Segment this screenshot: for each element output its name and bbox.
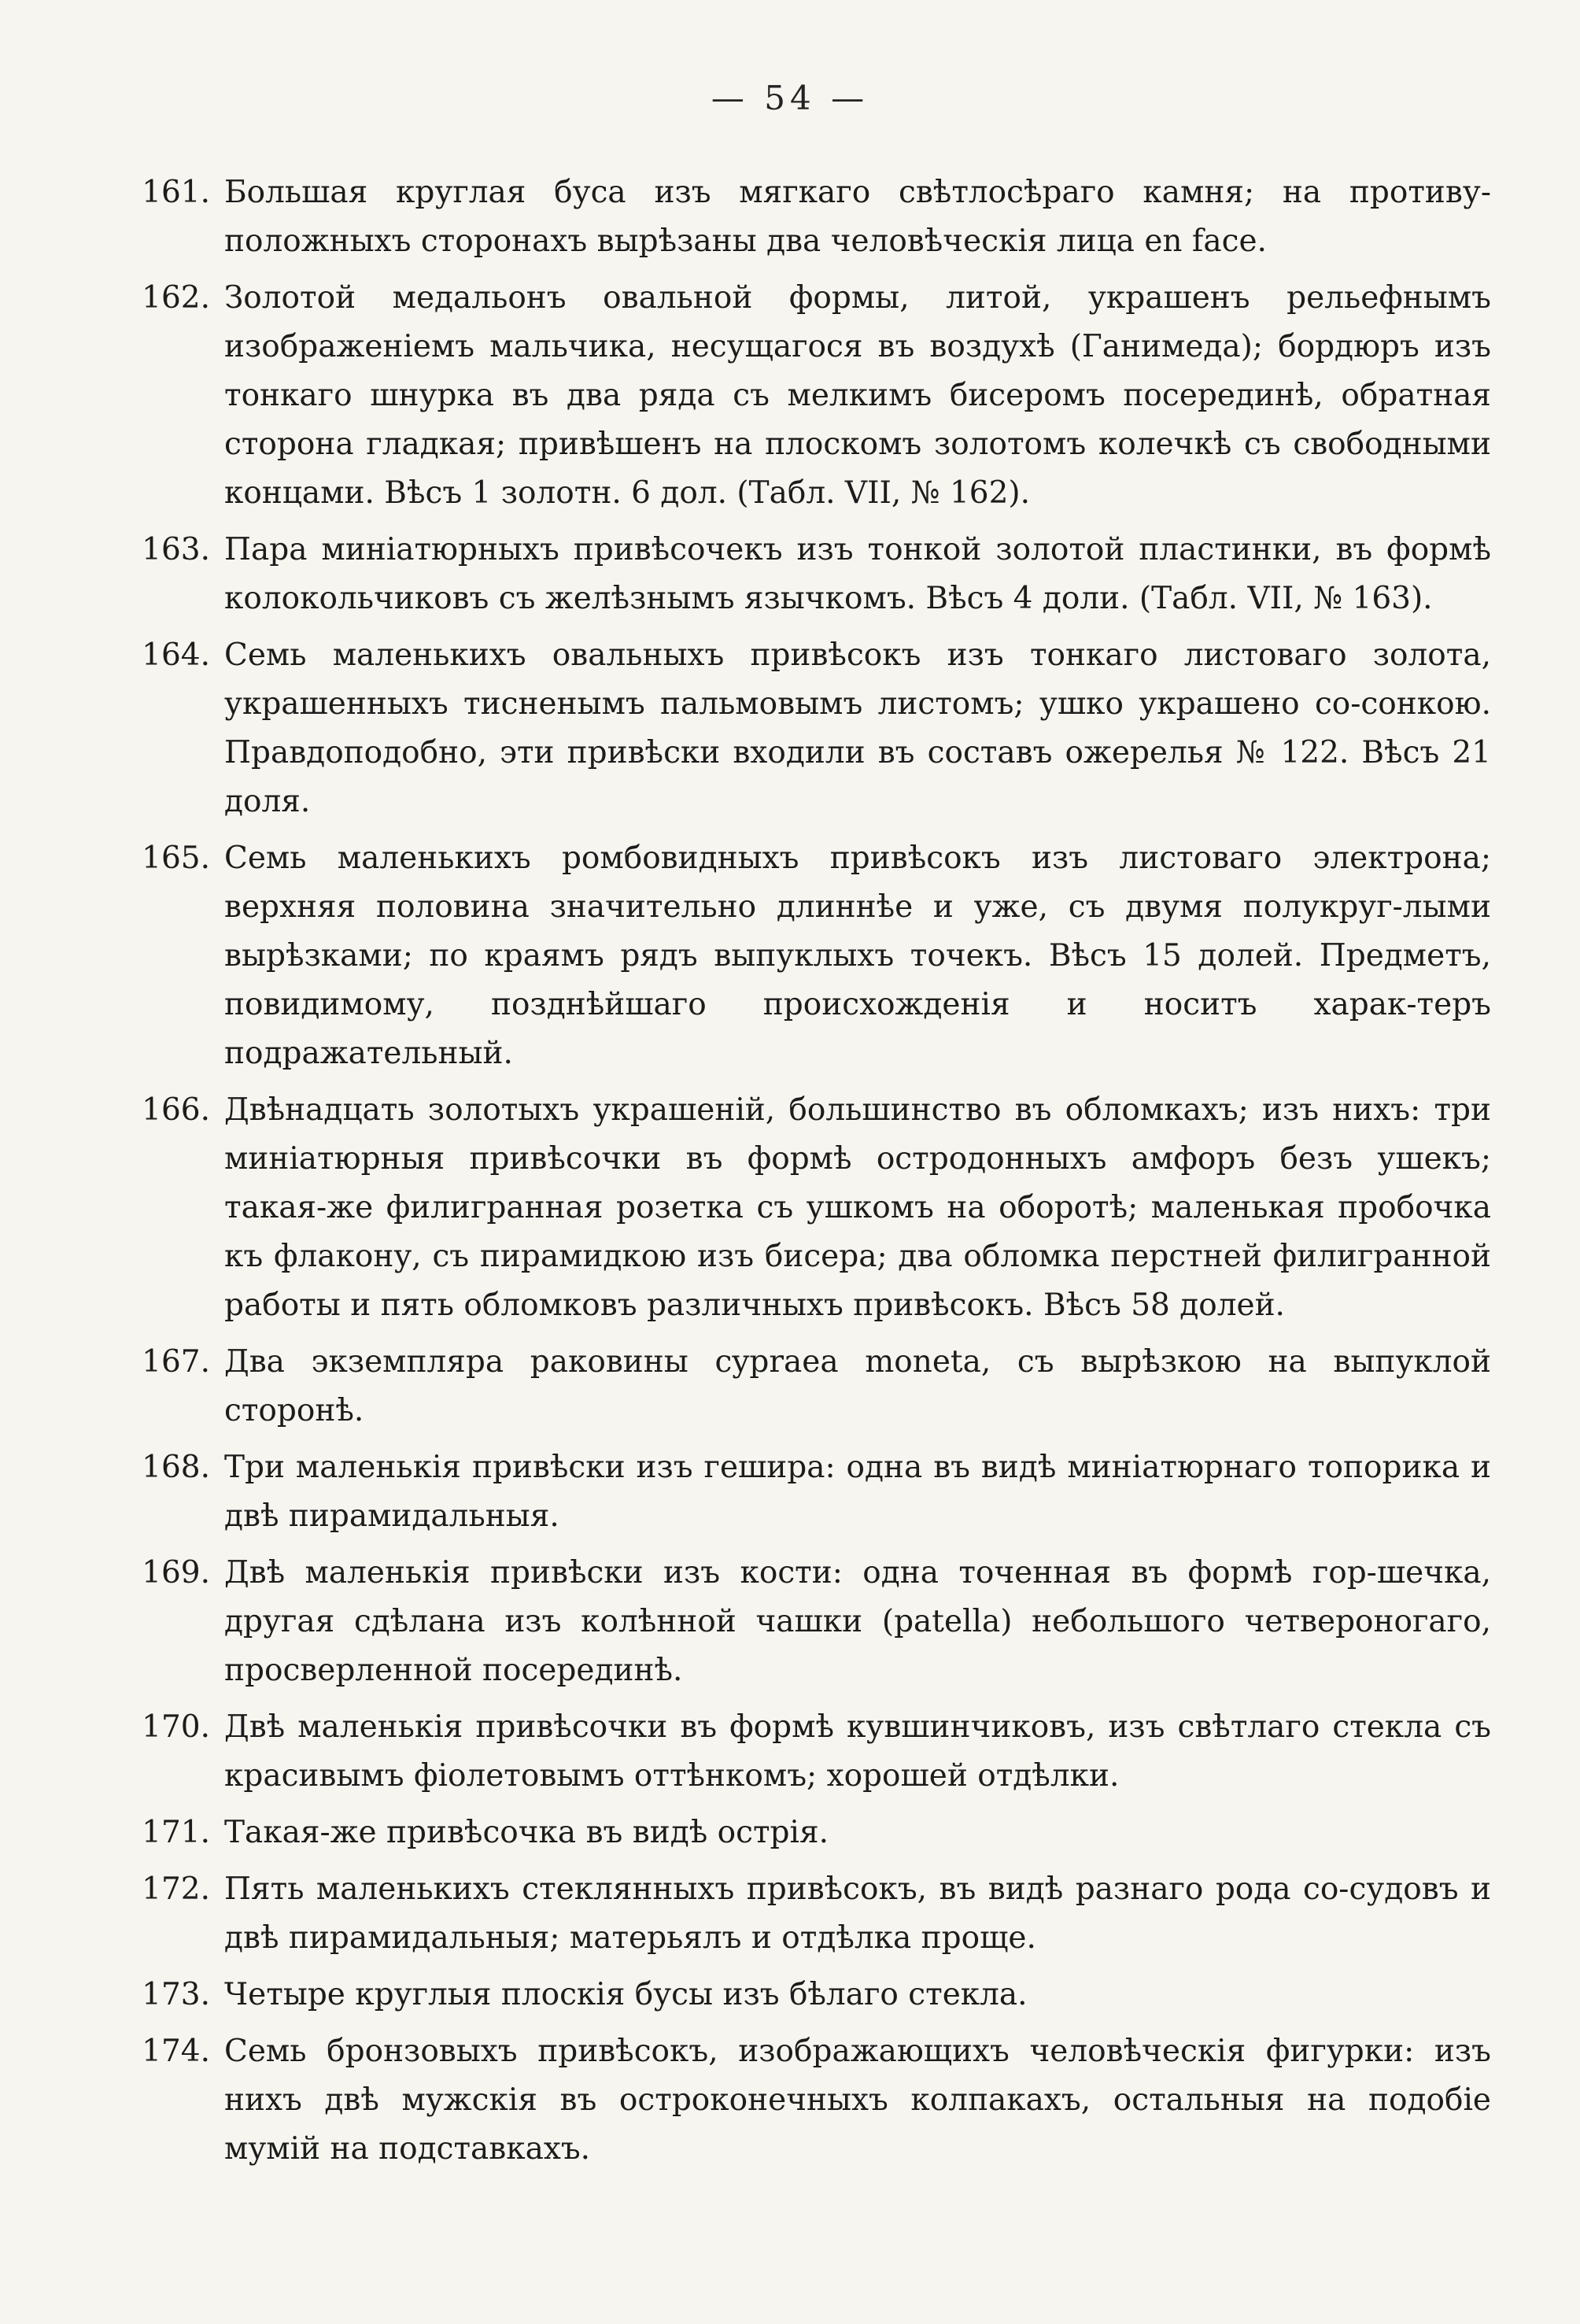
catalog-entry [122,1443,1491,1541]
entry-number: 168. [142,1450,210,1485]
entry-number: 172. [142,1871,210,1907]
entry-number: 166. [142,1092,210,1128]
catalog-entry [122,1809,1491,1857]
catalog-entry [122,2027,1491,2174]
entry-text: Четыре круглыя плоскія бусы изъ бѣлаго стекла. [224,1977,1028,2012]
catalog-entry [122,1703,1491,1801]
entry-text: Двѣнадцать золотыхъ украшеній, большинство въ обломкахъ; изъ нихъ: три миніатюрныя привѣсочки въ формѣ остродонныхъ амфоръ безъ ушекъ; такая-же филигранная розетка съ ушкомъ на оборотѣ; маленькая пробочка къ флакону, съ пирамидкою изъ бисера; два обломка перстней филигранной работы и пять обломковъ различныхъ привѣсокъ. Вѣсъ 58 долей. [224,1092,1491,1323]
entry-text: Большая круглая буса изъ мягкаго свѣтлосѣраго камня; на противу-положныхъ сторонахъ вырѣзаны два человѣческія лица en face. [224,175,1491,259]
entry-text: Семь бронзовыхъ привѣсокъ, изображающихъ человѣческія фигурки: изъ нихъ двѣ мужскія въ остроконечныхъ колпакахъ, остальныя на подобіе мумій на подставкахъ. [224,2034,1491,2167]
entry-number: 170. [142,1709,210,1745]
entry-text: Пять маленькихъ стеклянныхъ привѣсокъ, въ видѣ разнаго рода со-судовъ и двѣ пирамидальныя; матерьялъ и отдѣлка проще. [224,1871,1491,1956]
entry-text: Двѣ маленькія привѣски изъ кости: одна точенная въ формѣ гор-шечка, другая сдѣлана изъ колѣнной чашки (patella) небольшого четвероногаго, просверленной посерединѣ. [224,1555,1491,1688]
catalog-entry [122,1338,1491,1435]
page-number: — 54 — [711,79,869,117]
catalog-entry [122,1086,1491,1330]
entry-number: 161. [142,175,210,210]
catalog-entries [122,168,1491,2182]
entry-number: 174. [142,2034,210,2069]
entry-number: 173. [142,1977,210,2012]
catalog-entry [122,168,1491,266]
entry-number: 163. [142,532,210,567]
entry-number: 169. [142,1555,210,1591]
catalog-entry [122,526,1491,623]
catalog-entry [122,1549,1491,1695]
entry-text: Пара миніатюрныхъ привѣсочекъ изъ тонкой золотой пластинки, въ формѣ колокольчиковъ съ желѣзнымъ язычкомъ. Вѣсъ 4 доли. (Табл. VII, № 163). [224,532,1491,616]
entry-text: Семь маленькихъ овальныхъ привѣсокъ изъ тонкаго листоваго золота, украшенныхъ тисненымъ пальмовымъ листомъ; ушко украшено со-сонкою. Правдоподобно, эти привѣски входили въ составъ ожерелья № 122. Вѣсъ 21 доля. [224,637,1491,819]
catalog-entry [122,1865,1491,1963]
entry-number: 162. [142,280,210,316]
entry-number: 165. [142,841,210,876]
entry-text: Золотой медальонъ овальной формы, литой, украшенъ рельефнымъ изображеніемъ мальчика, несущагося въ воздухѣ (Ганимеда); бордюръ изъ тонкаго шнурка въ два ряда съ мелкимъ бисеромъ посерединѣ, обратная сторона гладкая; привѣшенъ на плоскомъ золотомъ колечкѣ съ свободными концами. Вѣсъ 1 золотн. 6 дол. (Табл. VII, № 162). [224,280,1491,511]
entry-number: 167. [142,1344,210,1380]
entry-text: Такая-же привѣсочка въ видѣ острія. [224,1815,829,1850]
entry-text: Семь маленькихъ ромбовидныхъ привѣсокъ изъ листоваго электрона; верхняя половина значительно длиннѣе и уже, съ двумя полукруг-лыми вырѣзками; по краямъ рядъ выпуклыхъ точекъ. Вѣсъ 15 долей. Предметъ, повидимому, позднѣйшаго происхожденія и носитъ харак-теръ подражательный. [224,841,1491,1071]
entry-text: Три маленькія привѣски изъ гешира: одна въ видѣ миніатюрнаго топорика и двѣ пирамидальныя. [224,1450,1491,1534]
catalog-entry [122,1971,1491,2019]
entry-text: Два экземпляра раковины cypraea moneta, съ вырѣзкою на выпуклой сторонѣ. [224,1344,1491,1428]
catalog-entry [122,274,1491,518]
catalog-entry [122,834,1491,1078]
entry-number: 171. [142,1815,210,1850]
catalog-entry [122,631,1491,826]
entry-text: Двѣ маленькія привѣсочки въ формѣ кувшинчиковъ, изъ свѣтлаго стекла съ красивымъ фіолетовымъ оттѣнкомъ; хорошей отдѣлки. [224,1709,1491,1794]
entry-number: 164. [142,637,210,673]
